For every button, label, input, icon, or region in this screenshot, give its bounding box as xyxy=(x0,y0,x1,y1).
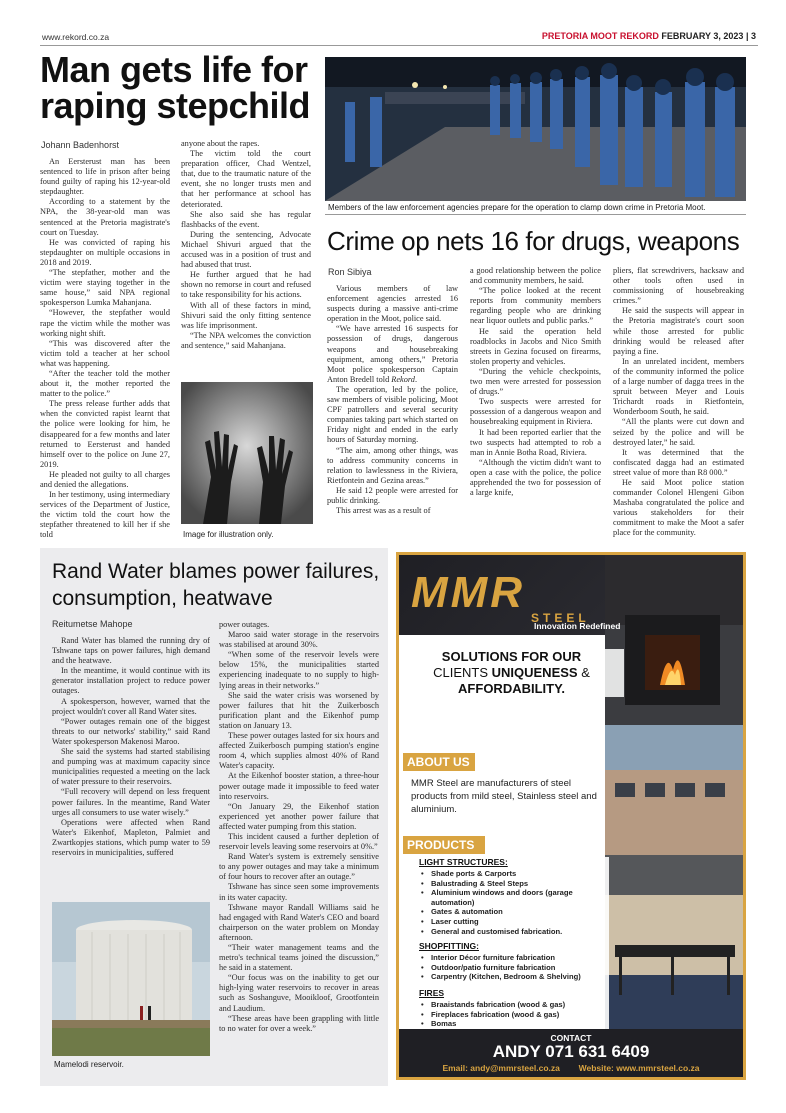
paragraph: It had been reported earlier that the two suspects had attempted to rob a man in Annie Botha Road, Riviera. xyxy=(470,427,601,457)
paragraph: “Power outages remain one of the biggest threats to our networks' stability,” said Rand Water spokesperson Makenosi Maroo. xyxy=(52,716,210,746)
product-item: • Fireplaces fabrication (wood & gas) xyxy=(419,1010,609,1020)
article1-column-1 xyxy=(40,157,170,542)
paragraph: “Our focus was on the inability to get our high-lying water reservoirs to recover in areas such as Soshanguve, Mooikloof, Grootfontein and Laudium. xyxy=(219,973,379,1013)
paragraph: At the Eikenhof booster station, a three-hour power outage made it impossible to feed water into reservoirs. xyxy=(219,771,379,801)
article1-column-2 xyxy=(181,139,311,379)
police-officers-photo-icon xyxy=(325,57,746,201)
article3-headline: Rand Water blames power failures, consumption, heatwave xyxy=(52,560,380,610)
article1-headline: Man gets life for raping stepchild xyxy=(40,49,311,126)
paragraph: He said the operation held roadblocks in Jacobs and Nico Smith streets in Gezina focused on firearms, stolen property and vehicles. xyxy=(470,326,601,366)
paragraph: “However, the stepfather would rape the victim while the mother was working night shift. xyxy=(40,308,170,338)
contact-website[interactable]: Website: www.mmrsteel.co.za xyxy=(578,1063,700,1073)
paragraph: He was convicted of raping his stepdaughter on multiple occasions in 2018 and 2019. xyxy=(40,237,170,267)
paragraph: Two suspects were arrested for possession of a dangerous weapon and housebreaking equipment in Riviera. xyxy=(470,397,601,427)
article2-byline: Ron Sibiya xyxy=(328,267,372,277)
paragraph: “After the teacher told the mother about it, the mother reported the matter to the police.” xyxy=(40,368,170,399)
paragraph: The operation, led by the police, saw members of visible policing, Moot CPF patrollers and several security companies taking part which started on Friday night and ended in the early hours of Saturday morning. xyxy=(327,384,458,445)
products-title: PRODUCTS xyxy=(403,836,485,854)
article3-column-1 xyxy=(52,636,210,896)
paragraph: He further argued that he had shown no remorse in court and refused to take responsibility for his actions. xyxy=(181,270,311,300)
contact-email[interactable]: Email: andy@mmrsteel.co.za xyxy=(442,1063,560,1073)
paragraph: Tshwane has since seen some improvements in its water capacity. xyxy=(219,882,379,902)
paragraph: He said the suspects will appear in the Pretoria magistrate's court soon while those arrested for public drinking would be released after paying a fine. xyxy=(613,306,744,356)
solutions-line2b: UNIQUENESS xyxy=(491,665,578,680)
contact-name: ANDY 071 631 6409 xyxy=(492,1042,650,1061)
paragraph: “When some of the reservoir levels were below 15%, the municipalities started experiencing inadequate to no supply to high-lying areas in their networks.” xyxy=(219,650,379,690)
paragraph: “Although the victim didn't want to open a case with the police, the police apprehended the two for possession of a large knife, xyxy=(470,457,601,498)
page-header: PRETORIA MOOT REKORD FEBRUARY 3, 2023 | 3 xyxy=(541,31,756,41)
mmr-steel-advert xyxy=(396,552,746,1080)
article2-column-1 xyxy=(327,284,458,540)
paragraph: During the sentencing, Advocate Michael Shivuri argued that the accused was in a position of trust and had abused that trust. xyxy=(181,229,311,270)
paragraph: With all of these factors in mind, Shivuri said the only fitting sentence was life imprisonment. xyxy=(181,300,311,330)
product-item: • Laser cutting xyxy=(419,917,609,927)
paragraph: The press release further adds that when the convicted rapist learnt that the police were looking for him, he disappeared for a few months and later returned to Eersterust and handed himself over to the police on June 27, 2019. xyxy=(40,399,170,469)
light-structures-title: LIGHT STRUCTURES: xyxy=(419,857,508,867)
article2-headline: Crime op nets 16 for drugs, weapons xyxy=(327,226,740,256)
product-item: • Outdoor/patio furniture fabrication xyxy=(419,963,609,973)
article3-image-caption: Mamelodi reservoir. xyxy=(54,1060,124,1069)
paragraph: He said Moot police station commander Colonel Hlengeni Gibon Mashaba congratulated the police and various stakeholders for their commitment to make the Moot a safer place for the community. xyxy=(613,477,744,538)
caption-rule xyxy=(325,214,746,215)
police-photo-caption: Members of the law enforcement agencies prepare for the operation to clamp down crime in Pretoria Moot. xyxy=(328,203,746,212)
paragraph: These power outages lasted for six hours and affected Zuikerbosch pumping station's engine room 4, which supplies almost 40% of Rand Water's capacity. xyxy=(219,731,379,771)
product-item: • Balustrading & Steel Steps xyxy=(419,879,609,889)
light-structures-list xyxy=(419,869,609,936)
contact-bar xyxy=(399,1029,743,1077)
article1-byline: Johann Badenhorst xyxy=(41,140,120,150)
fires-list xyxy=(419,1000,609,1029)
hands-shadow-icon xyxy=(181,382,313,524)
paragraph: power outages. xyxy=(219,620,270,629)
paragraph: Rand Water has blamed the running dry of Tshwane taps on power failures, high demand and the heatwave. xyxy=(52,636,210,666)
reservoir-tank-icon xyxy=(52,902,210,1056)
paragraph: This arrest was as a result of xyxy=(336,506,431,516)
product-item: • Gates & automation xyxy=(419,907,609,917)
article1-image-caption: Image for illustration only. xyxy=(183,530,274,539)
paragraph: A spokesperson, however, warned that the project wouldn't cover all Rand Water sites. xyxy=(52,696,210,716)
site-url: www.rekord.co.za xyxy=(42,32,110,42)
paragraph: “On January 29, the Eikenhof station experienced yet another power failure that affected water pumping from this station. xyxy=(219,801,379,831)
product-item: • Interior Décor furniture fabrication xyxy=(419,953,609,963)
shopfitting-title: SHOPFITTING: xyxy=(419,941,479,952)
paragraph: “These areas have been grappling with little to no water for over a week.” xyxy=(219,1013,379,1033)
paragraph: According to a statement by the NPA, the 38-year-old man was sentenced at the Pretoria magistrate's court on Tuesday. xyxy=(40,197,170,237)
paragraph: “The stepfather, mother and the victim were staying together in the same house,” said NPA regional spokesperson Lumka Mahanjana. xyxy=(40,268,170,308)
product-item: • Braaistands fabrication (wood & gas) xyxy=(419,1000,609,1010)
solutions-line2a: CLIENTS xyxy=(433,665,492,680)
paragraph: “During the vehicle checkpoints, two men were arrested for possession of drugs.” xyxy=(470,366,601,397)
product-item: • Aluminium windows and doors (garage automation) xyxy=(419,888,609,907)
mmr-logo-text: MMR xyxy=(411,568,526,617)
article2-column-3 xyxy=(613,266,744,540)
solutions-line1: SOLUTIONS FOR OUR xyxy=(441,649,582,664)
article3-column-2 xyxy=(219,620,379,1077)
product-item: • Bomas xyxy=(419,1019,609,1029)
paragraph: “The NPA welcomes the conviction and sentence,” said Mahanjana. xyxy=(181,330,311,350)
paragraph: An Eersterust man has been sentenced to life in prison after being found guilty of raping his 12-year-old stepdaughter. xyxy=(40,157,170,197)
paragraph: “This was discovered after the victim told a teacher at her school what was happening. xyxy=(40,338,170,368)
paragraph: Maroo said water storage in the reservoirs was stabilised at around 30%. xyxy=(219,630,379,650)
shopfitting-list xyxy=(419,953,609,982)
paragraph: Various members of law enforcement agencies arrested 16 suspects during a massive anti-crime operation in the Moot, police said. xyxy=(327,284,458,324)
ad-solutions xyxy=(399,649,624,697)
paragraph: “All the plants were cut down and seized by the police and will be destroyed later,” he said. xyxy=(613,417,744,447)
fireplace-and-building-photos-icon xyxy=(605,555,746,1077)
paragraph: “We have arrested 16 suspects for possession of drugs, dangerous weapons and housebreaking equipment, among others,” Pretoria Moot police spokesperson Captain Anton Bredell told Rekord. xyxy=(327,324,458,384)
solutions-line3: AFFORDABILITY. xyxy=(458,681,565,696)
paragraph: She also said she has regular flashbacks of the event. xyxy=(181,209,311,229)
paragraph: She said the systems had started stabilising and pumping was at maximum capacity since municipalities requested a meeting on the lack of water pressure to their reservoirs. xyxy=(52,747,210,787)
publication-name: PRETORIA MOOT REKORD xyxy=(541,31,659,41)
fires-title: FIRES xyxy=(419,987,445,998)
contact-label: CONTACT xyxy=(550,1033,592,1043)
issue-date: FEBRUARY 3, 2023 xyxy=(661,31,744,41)
paragraph: She said the water crisis was worsened by power failures that hit the Zuikerbosch purification plant and the Eikenhof pump station on January 13. xyxy=(219,690,379,730)
solutions-line2c: & xyxy=(577,665,590,680)
paragraph: It was determined that the confiscated dagga had an estimated street value of more than R8 000.” xyxy=(613,447,744,477)
paragraph: He said 12 people were arrested for public drinking. xyxy=(327,485,458,505)
paragraph: pliers, flat screwdrivers, hacksaw and other tools often used in commissioning of housebreaking crimes.” xyxy=(613,266,744,306)
paragraph: “Their water management teams and the metro's technical teams joined the discussion,” he said in a statement. xyxy=(219,943,379,973)
paragraph: The victim told the court preparation officer, Chad Wentzel, that, due to the traumatic nature of the event, she no longer trusts men and that her performance at school has deteriorated. xyxy=(181,149,311,209)
paragraph: In the meantime, it would continue with its generator installation project to reduce power outages. xyxy=(52,666,210,696)
police-photo xyxy=(325,57,746,201)
article2-column-2 xyxy=(470,266,601,540)
page-number: 3 xyxy=(750,31,756,41)
article3-byline: Reitumetse Mahope xyxy=(52,619,133,629)
mmr-logo-sub: STEEL xyxy=(531,611,590,625)
header-rule xyxy=(40,45,758,46)
product-item: • Carpentry (Kitchen, Bedroom & Shelving) xyxy=(419,972,609,982)
ad-tagline: Innovation Redefined xyxy=(534,621,621,631)
about-us-title: ABOUT US xyxy=(403,753,475,771)
paragraph: In an unrelated incident, members of the community informed the police of a large number of dagga trees in the spruit between Meyer and Louis Trichardt roads in Rietfontein, Wonderboom South, he said. xyxy=(613,356,744,417)
paragraph: “The aim, among other things, was to address community concerns in relation to lawlessness in the Riviera, Rietfontein and Gezina areas.” xyxy=(327,445,458,485)
paragraph: “The police looked at the recent reports from community members regarding people who are drinking near liquor outlets and public parks.” xyxy=(470,286,601,326)
product-item: • General and customised fabrication. xyxy=(419,927,609,937)
about-us-text: MMR Steel are manufacturers of steel products from mild steel, Stainless steel and aluminium. xyxy=(411,777,601,816)
paragraph: This incident caused a further depletion of reservoir levels leaving some reservoirs at 0%.” xyxy=(219,831,379,852)
paragraph: anyone about the rapes. xyxy=(181,139,260,148)
product-item: • Shade ports & Carports xyxy=(419,869,609,879)
paragraph: a good relationship between the police and community members, he said. xyxy=(470,266,601,286)
ad-photo-strip xyxy=(605,555,746,1077)
paragraph: Tshwane mayor Randall Williams said he had engaged with Rand Water's CEO and board chairperson on the water problem on Monday afternoon. xyxy=(219,902,379,942)
paragraph: He pleaded not guilty to all charges and denied the allegations. xyxy=(40,469,170,489)
illustration-image xyxy=(181,382,313,524)
paragraph: Rand Water's system is extremely sensitive to any power outages and may take a minimum of four hours to recover after an outage.” xyxy=(219,852,379,882)
reservoir-photo xyxy=(52,902,210,1056)
products-list xyxy=(419,857,609,1029)
paragraph: In her testimony, using intermediary services of the Department of Justice, the victim told the court how the stepfather threatened to kill her if she told xyxy=(40,490,170,540)
paragraph: “Full recovery will depend on less frequent power failures. In the meantime, Rand Water urges all consumers to use water wisely.” xyxy=(52,787,210,817)
paragraph: Operations were affected when Rand Water's Eikenhof, Mapleton, Palmiet and Zwartkopjes stations, which pump water to 59 reservoirs in municipalities, suffered xyxy=(52,817,210,857)
